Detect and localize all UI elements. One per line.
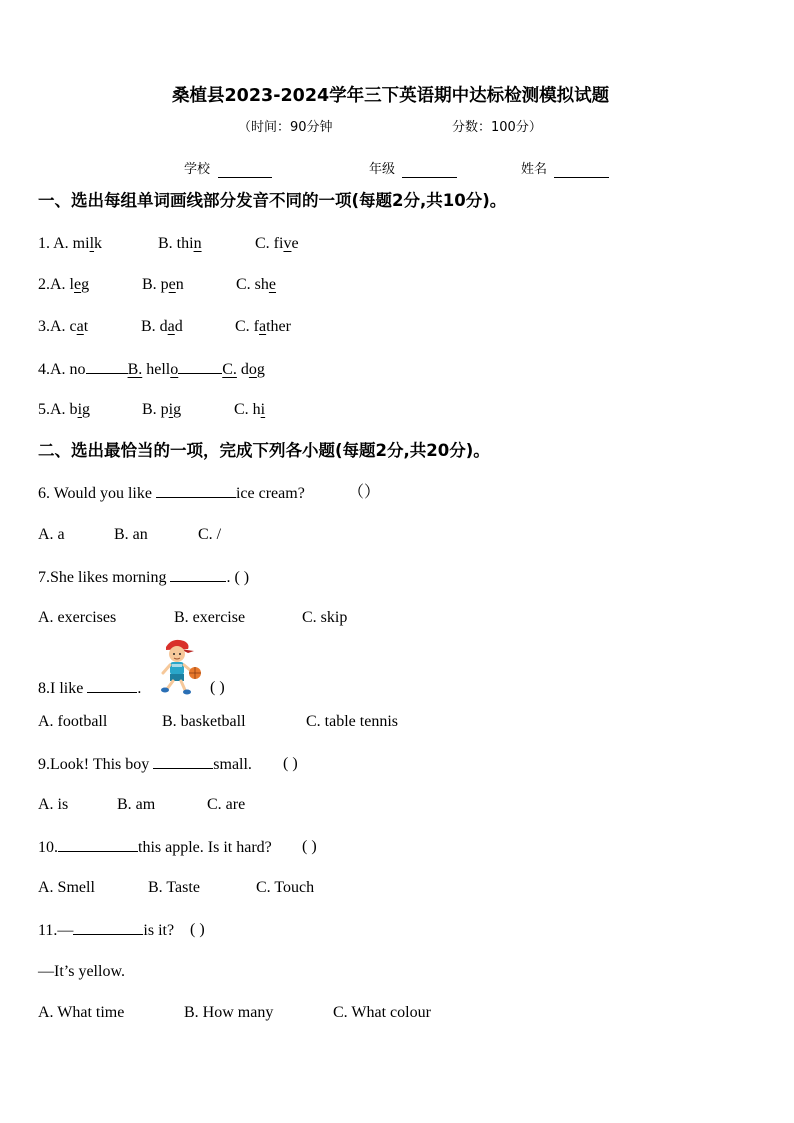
answer-blank[interactable] — [156, 483, 236, 498]
q6-option-c: C. / — [198, 526, 222, 543]
q11-paren: ( ) — [190, 921, 205, 938]
q11-option-b: B. How many — [184, 1004, 274, 1021]
q2-option-c: C. she — [236, 276, 277, 293]
answer-blank[interactable] — [58, 837, 138, 852]
question-1 — [38, 234, 102, 254]
question-6: 6. Would you like ice cream? — [38, 485, 305, 502]
school-label: 学校 — [184, 162, 211, 177]
question-7: 7.She likes morning . ( ) — [38, 569, 250, 586]
question-4: 4.A. no B. hello C. dog — [38, 361, 265, 378]
q3-option-c: C. father — [235, 318, 291, 335]
exam-score: 分数：100分） — [452, 120, 542, 135]
answer-blank[interactable] — [153, 754, 213, 769]
q6-paren: （） — [348, 484, 381, 501]
q3-option-b: B. dad — [141, 318, 183, 335]
section-1-heading: 一、选出每组单词画线部分发音不同的一项(每题2分,共10分)。 — [38, 191, 507, 210]
option-a: A. milk — [53, 235, 103, 252]
q5-option-b: B. pig — [142, 401, 182, 418]
question-10: 10. this apple. Is it hard? — [38, 839, 272, 856]
question-2: 2.A. leg — [38, 276, 90, 293]
question-3: 3.A. cat — [38, 318, 89, 335]
q7-option-a: A. exercises — [38, 609, 117, 626]
answer-blank[interactable] — [73, 920, 143, 935]
q10-option-c: C. Touch — [256, 879, 315, 896]
q9-paren: ( ) — [283, 755, 298, 772]
question-8: 8.I like . — [38, 680, 142, 697]
question-11: 11.— is it? — [38, 922, 175, 939]
answer-blank[interactable] — [87, 678, 137, 693]
q10-option-b: B. Taste — [148, 879, 200, 896]
basketball-boy-picture — [150, 635, 206, 695]
q11-option-a: A. What time — [38, 1004, 125, 1021]
q11-option-c: C. What colour — [333, 1004, 431, 1021]
grade-label: 年级 — [369, 162, 396, 177]
underline-rule — [86, 359, 128, 374]
q8-paren: ( ) — [210, 679, 225, 696]
q9-option-c: C. are — [207, 796, 246, 813]
q8-option-c: C. table tennis — [306, 713, 398, 730]
question-number: 1. — [38, 235, 50, 252]
question-9: 9.Look! This boy small. — [38, 756, 252, 773]
exam-title: 桑植县2023-2024学年三下英语期中达标检测模拟试题 — [172, 86, 610, 106]
q9-option-b: B. am — [117, 796, 156, 813]
q11-answer-line: —It’s yellow. — [38, 963, 125, 980]
q9-option-a: A. is — [38, 796, 69, 813]
q5-option-c: C. hi — [234, 401, 266, 418]
section-2-heading: 二、选出最恰当的一项，完成下列各小题(每题2分,共20分)。 — [38, 441, 490, 460]
question-5: 5.A. big — [38, 401, 91, 418]
exam-time: （时间：90分钟 — [238, 120, 333, 135]
answer-blank[interactable] — [170, 567, 226, 582]
name-label: 姓名 — [521, 162, 548, 177]
q6-option-b: B. an — [114, 526, 148, 543]
q1-option-c: C. five — [255, 235, 299, 252]
q7-option-b: B. exercise — [174, 609, 246, 626]
q6-option-a: A. a — [38, 526, 65, 543]
q8-option-b: B. basketball — [162, 713, 246, 730]
q1-option-b: B. thin — [158, 235, 202, 252]
school-blank[interactable] — [218, 161, 272, 178]
q10-paren: ( ) — [302, 838, 317, 855]
q8-option-a: A. football — [38, 713, 108, 730]
q10-option-a: A. Smell — [38, 879, 95, 896]
q2-option-b: B. pen — [142, 276, 184, 293]
q7-option-c: C. skip — [302, 609, 348, 626]
grade-blank[interactable] — [402, 161, 457, 178]
name-blank[interactable] — [554, 161, 609, 178]
underline-rule — [178, 359, 222, 374]
